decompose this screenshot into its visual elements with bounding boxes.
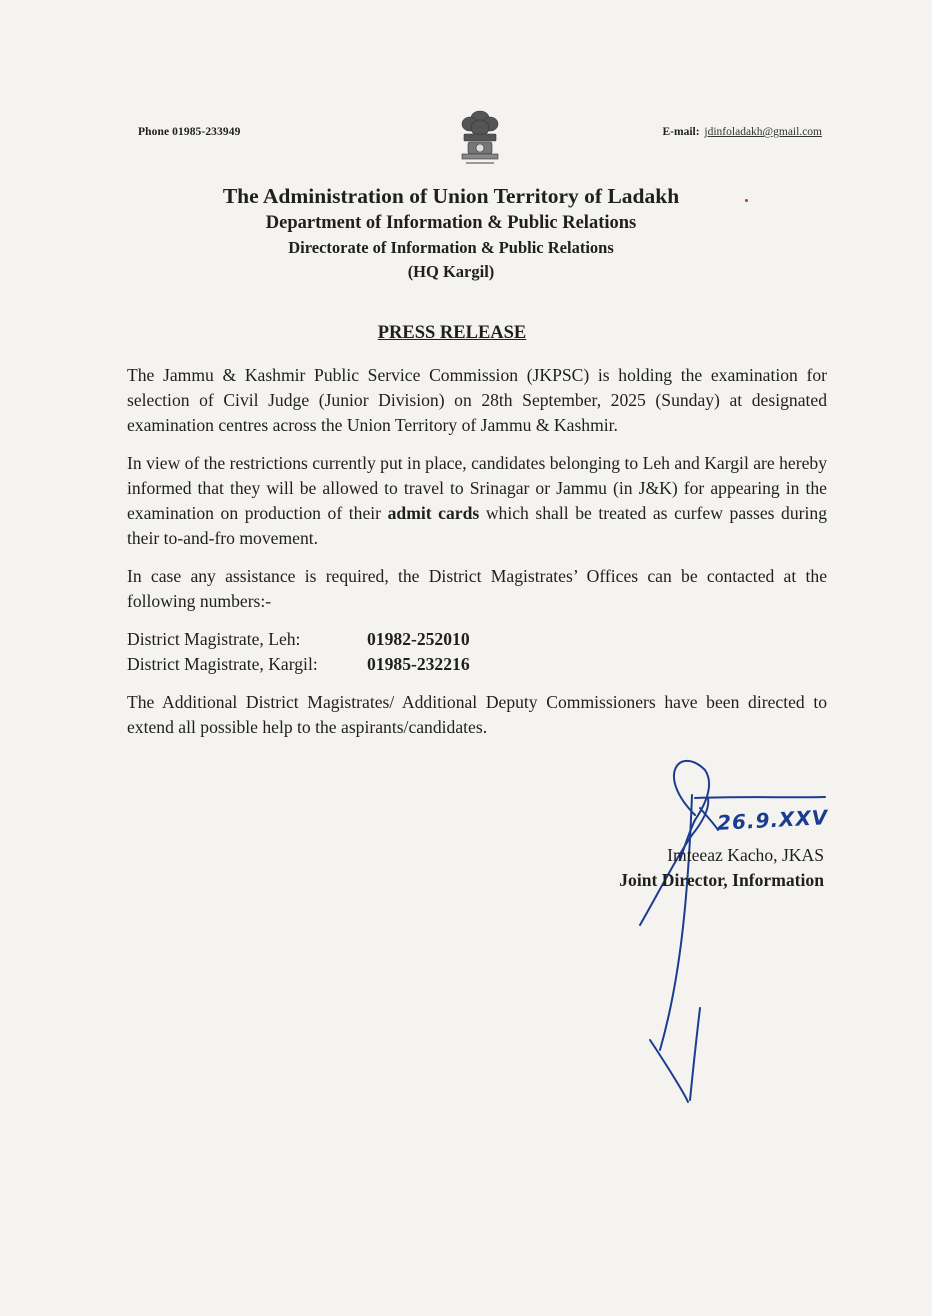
handwritten-date: 26.9.XXV <box>716 805 829 835</box>
contact-number: 01982-252010 <box>367 629 470 649</box>
org-line-1: The Administration of Union Territory of Ladakh <box>222 184 680 208</box>
paragraph-2-part-b: which shall be treated as curfew passes during their to-and-fro movement. <box>127 503 827 548</box>
contact-number: 01985-232216 <box>367 654 470 674</box>
red-mark <box>745 199 748 202</box>
handwritten-signature-icon <box>600 750 860 1110</box>
org-line-2: Department of Information & Public Relations <box>265 213 637 233</box>
email-label: E-mail: <box>662 126 700 138</box>
signatory-designation: Joint Director, Information <box>619 870 824 890</box>
contact-list <box>127 627 827 677</box>
paragraph-3: In case any assistance is required, the District Magistrates’ Offices can be contacted at the following numbers:- <box>127 566 827 611</box>
email-link[interactable]: jdinfoladakh@gmail.com <box>704 126 822 138</box>
national-emblem-icon <box>450 108 510 170</box>
contact-label: District Magistrate, Kargil: <box>127 654 318 674</box>
paragraph-2 <box>127 451 827 551</box>
contact-row <box>127 652 827 677</box>
email-line <box>662 126 822 138</box>
organisation-heading <box>0 182 932 284</box>
press-release-body <box>127 363 827 753</box>
contact-label: District Magistrate, Leh: <box>127 629 301 649</box>
contact-row <box>127 627 827 652</box>
signatory-name: Imteeaz Kacho, JKAS <box>667 845 824 865</box>
org-line-3: Directorate of Information & Public Relations <box>288 238 614 257</box>
phone-number: Phone 01985-233949 <box>138 126 241 138</box>
paragraph-2-part-a: In view of the restrictions currently put in place, candidates belonging to Leh and Kargil are hereby informed that they will be allowed to travel to Srinagar or Jammu (in J&K) for appearing in the examination on production of their <box>127 453 827 523</box>
paragraph-1: The Jammu & Kashmir Public Service Commission (JKPSC) is holding the examination for selection of Civil Judge (Junior Division) on 28th September, 2025 (Sunday) at designated examination centres across the Union Territory of Jammu & Kashmir. <box>127 365 827 435</box>
paragraph-4: The Additional District Magistrates/ Additional Deputy Commissioners have been directed to extend all possible help to the aspirants/candidates. <box>127 692 827 737</box>
org-line-4: (HQ Kargil) <box>407 262 495 281</box>
paragraph-2-bold: admit cards <box>387 503 480 523</box>
document-title: PRESS RELEASE <box>377 323 527 343</box>
signatory-block <box>619 843 824 893</box>
